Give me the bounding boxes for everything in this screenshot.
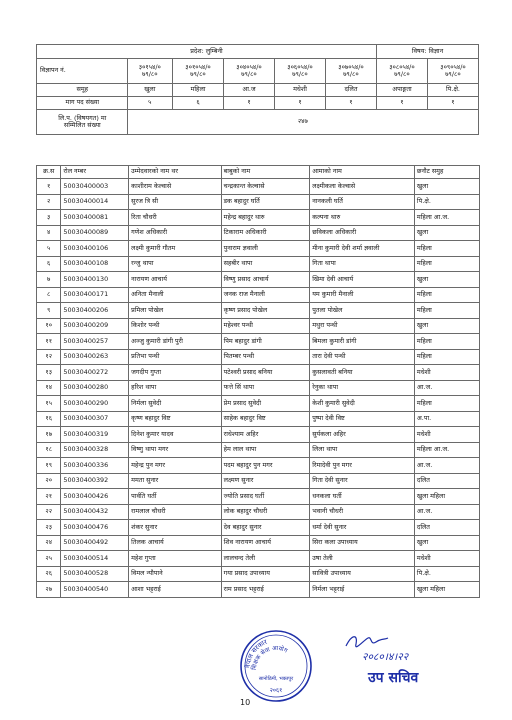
row-mother-name: गिता थापा (310, 256, 415, 272)
row-father-name: सहबीर थापा (221, 256, 310, 272)
row-roll-number: 50030400106 (61, 241, 129, 257)
row-serial: २४ (37, 535, 61, 551)
group-cell: खुला (127, 84, 172, 97)
table-row (37, 535, 480, 551)
row-father-name: देव बहादुर सुनार (221, 520, 310, 536)
row-serial: ६ (37, 256, 61, 272)
row-father-name: पितम्बर पन्थी (221, 349, 310, 365)
group-label: समूह (37, 84, 128, 97)
header-name: उम्मेदवारको नाम थर (129, 166, 221, 179)
row-father-name: कृष्ण प्रसाद पोखेल (221, 303, 310, 319)
row-serial: २१ (37, 489, 61, 505)
group-cell: पि.क्षे. (427, 84, 478, 97)
row-mother-name: बिमला कुमारी डांगी (310, 334, 415, 350)
row-father-name: ज्योति प्रसाद घर्ती (221, 489, 310, 505)
ad-number-cell (325, 59, 376, 84)
row-serial: १२ (37, 349, 61, 365)
row-roll-number: 50030400540 (61, 582, 129, 598)
group-row (37, 84, 479, 97)
row-mother-name: पुष्पा देवी विष्ट (310, 411, 415, 427)
row-roll-number: 50030400003 (61, 179, 129, 195)
row-group: खुला (414, 535, 479, 551)
row-serial: ९ (37, 303, 61, 319)
row-roll-number: 50030400492 (61, 535, 129, 551)
row-mother-name: खिमा देवी आचार्य (310, 272, 415, 288)
row-mother-name: तारा देवी पन्थी (310, 349, 415, 365)
row-roll-number: 50030400319 (61, 427, 129, 443)
row-serial: १९ (37, 458, 61, 474)
row-serial: १८ (37, 442, 61, 458)
row-serial: १३ (37, 365, 61, 381)
row-group: महिला (414, 287, 479, 303)
table-row (37, 551, 480, 567)
exam-count-label-line1: लि.प. (विषयगत) मा (58, 113, 107, 122)
row-serial: २७ (37, 582, 61, 598)
table-row (37, 566, 480, 582)
row-father-name: पुनाराम ज्ञवाली (221, 241, 310, 257)
table-row (37, 241, 480, 257)
row-candidate-name: काशीराम केल्वासे (129, 179, 221, 195)
table-row (37, 303, 480, 319)
table-row (37, 380, 480, 396)
row-roll-number: 50030400089 (61, 225, 129, 241)
ad-number-line2: ७९/८० (241, 70, 257, 78)
row-candidate-name: शंकर सुनार (129, 520, 221, 536)
row-candidate-name: तिलक आचार्य (129, 535, 221, 551)
row-roll-number: 50030400171 (61, 287, 129, 303)
row-father-name: पिम बहादुर डांगी (221, 334, 310, 350)
group-cell: दलित (325, 84, 376, 97)
table-row (37, 442, 480, 458)
row-candidate-name: किशोर पन्थी (129, 318, 221, 334)
vacancy-summary-table (36, 44, 479, 135)
table-row (37, 194, 480, 210)
row-candidate-name: नारायण आचार्य (129, 272, 221, 288)
row-roll-number: 50030400307 (61, 411, 129, 427)
row-father-name: विष्णु प्रसाद आचार्य (221, 272, 310, 288)
row-mother-name: नानकली घर्ति (310, 194, 415, 210)
row-mother-name: छविकला अधिकारी (310, 225, 415, 241)
row-serial: ४ (37, 225, 61, 241)
row-group: महिला (414, 303, 479, 319)
row-mother-name: पुतला पोखेल (310, 303, 415, 319)
row-group: आ.ज. (414, 380, 479, 396)
row-group: दलित (414, 473, 479, 489)
row-group: खुला (414, 318, 479, 334)
row-serial: २ (37, 194, 61, 210)
seal-year: २०६१ (269, 687, 283, 694)
ad-number-line2: ७९/८० (142, 70, 158, 78)
ad-number-line1: ३०१५४/० (138, 62, 161, 71)
table-row (37, 349, 480, 365)
row-roll-number: 50030400272 (61, 365, 129, 381)
row-candidate-name: विमल न्यौपाने (129, 566, 221, 582)
row-mother-name: उषा तेली (310, 551, 415, 567)
table-row (37, 318, 480, 334)
row-group: आ.ज. (414, 504, 479, 520)
row-group: आ.ज. (414, 458, 479, 474)
row-serial: २५ (37, 551, 61, 567)
row-roll-number: 50030400528 (61, 566, 129, 582)
ad-number-line1: ३०६०५४/० (287, 62, 313, 71)
row-serial: २० (37, 473, 61, 489)
signature-title: उप सचिव (368, 670, 419, 686)
row-roll-number: 50030400514 (61, 551, 129, 567)
row-group: दलित (414, 520, 479, 536)
table-row (37, 272, 480, 288)
ad-number-cell (127, 59, 172, 84)
row-candidate-name: रन्जु थापा (129, 256, 221, 272)
group-cell: आ.ज (224, 84, 275, 97)
row-group: महिला (414, 256, 479, 272)
ad-number-line2: ७९/८० (343, 70, 359, 78)
row-roll-number: 50030400108 (61, 256, 129, 272)
row-candidate-name: कृष्ण बहादुर विष्ट (129, 411, 221, 427)
table-row (37, 179, 480, 195)
posts-cell: १ (224, 97, 275, 110)
row-mother-name: यम कुमारी मैनाली (310, 287, 415, 303)
row-candidate-name: पार्वति घर्ती (129, 489, 221, 505)
row-serial: १ (37, 179, 61, 195)
row-candidate-name: निर्मला सुवेदी (129, 396, 221, 412)
header-mother: आमाको नाम (310, 166, 415, 179)
candidates-header-row (37, 166, 480, 179)
row-serial: ११ (37, 334, 61, 350)
row-mother-name: मीना कुमारी देवी शर्मा ज्ञवाली (310, 241, 415, 257)
row-father-name: पदम बहादुर पुन मगर (221, 458, 310, 474)
row-group: खुला (414, 225, 479, 241)
row-candidate-name: दिनेश कुमार यादव (129, 427, 221, 443)
row-roll-number: 50030400209 (61, 318, 129, 334)
table-row (37, 396, 480, 412)
table-row (37, 365, 480, 381)
row-father-name: शिव नारायण आचार्य (221, 535, 310, 551)
row-group: पि.क्षे. (414, 566, 479, 582)
row-roll-number: 50030400263 (61, 349, 129, 365)
row-group: खुला (414, 179, 479, 195)
row-serial: २३ (37, 520, 61, 536)
header-roll: रोल नम्बर (61, 166, 129, 179)
row-father-name: प्रेम प्रसाद सुवेदी (221, 396, 310, 412)
page-number: 10 (240, 698, 251, 707)
row-group: मधेशी (414, 551, 479, 567)
row-candidate-name: हरिश थापा (129, 380, 221, 396)
row-candidate-name: लक्ष्मी कुमारी गौतम (129, 241, 221, 257)
row-serial: २२ (37, 504, 61, 520)
row-candidate-name: जगदीप गुप्ता (129, 365, 221, 381)
row-group: महिला आ.ज. (414, 210, 479, 226)
row-roll-number: 50030400290 (61, 396, 129, 412)
row-mother-name: गिता देवी सुनार (310, 473, 415, 489)
row-roll-number: 50030400206 (61, 303, 129, 319)
ad-number-line2: ७९/८० (445, 70, 461, 78)
row-father-name: लक्ष्मण सुनार (221, 473, 310, 489)
table-row (37, 256, 480, 272)
table-row (37, 582, 480, 598)
exam-count-value: २४७ (127, 110, 478, 135)
ad-number-label: विज्ञापन नं. (37, 59, 128, 84)
ad-number-line1: ३०१०५४/० (185, 62, 211, 71)
row-mother-name: भवानी चौधरी (310, 504, 415, 520)
posts-cell: १ (376, 97, 427, 110)
posts-row (37, 97, 479, 110)
row-father-name: टिकाराम अधिकारी (221, 225, 310, 241)
row-mother-name: केशी कुमारी सुवेदी (310, 396, 415, 412)
row-roll-number: 50030400392 (61, 473, 129, 489)
row-mother-name: रिमादेवी पुन मगर (310, 458, 415, 474)
group-cell: महिला (173, 84, 224, 97)
row-roll-number: 50030400336 (61, 458, 129, 474)
row-father-name: गया प्रसाद उपाध्याय (221, 566, 310, 582)
row-father-name: राम प्रसाद भट्टराई (221, 582, 310, 598)
candidates-table (36, 165, 480, 598)
row-roll-number: 50030400280 (61, 380, 129, 396)
posts-cell: ५ (127, 97, 172, 110)
header-serial: क्र.स (37, 166, 61, 179)
table-row (37, 334, 480, 350)
row-group: महिला आ.ज. (414, 442, 479, 458)
row-group: महिला (414, 334, 479, 350)
row-candidate-name: रिता चौधरी (129, 210, 221, 226)
row-mother-name: धर्मा देवी सुनार (310, 520, 415, 536)
row-group: अ.पा. (414, 411, 479, 427)
row-father-name: साहेक बहादुर विष्ट (221, 411, 310, 427)
ad-number-cell (427, 59, 478, 84)
table-row (37, 210, 480, 226)
row-serial: १७ (37, 427, 61, 443)
row-father-name: महेश्वर पन्थी (221, 318, 310, 334)
ad-number-line2: ७९/८० (292, 70, 308, 78)
ad-number-line1: ३०९०५४/० (440, 62, 466, 71)
signature-date: २०८०।४।२२ (362, 651, 409, 663)
ad-number-cell (224, 59, 275, 84)
row-father-name: चन्द्रकान्त केल्वासे (221, 179, 310, 195)
row-serial: १६ (37, 411, 61, 427)
posts-cell: १ (325, 97, 376, 110)
row-roll-number: 50030400014 (61, 194, 129, 210)
row-group: पि.क्षे. (414, 194, 479, 210)
row-father-name: राधेश्याम अहिर (221, 427, 310, 443)
table-row (37, 411, 480, 427)
row-group: महिला (414, 241, 479, 257)
row-candidate-name: महेन्द्र पुन मगर (129, 458, 221, 474)
row-mother-name: लक्ष्मीकला केल्वासे (310, 179, 415, 195)
table-row (37, 520, 480, 536)
exam-count-label-line2: सम्मिलित संख्या (63, 121, 101, 129)
ad-number-line1: ३०७०५४/० (338, 62, 364, 71)
row-father-name: लोक बहादुर चौधरी (221, 504, 310, 520)
row-serial: २६ (37, 566, 61, 582)
ad-number-cell (173, 59, 224, 84)
row-serial: ५ (37, 241, 61, 257)
table-row (37, 473, 480, 489)
row-group: खुला महिला (414, 582, 479, 598)
row-candidate-name: रामलाल चौधरी (129, 504, 221, 520)
row-candidate-name: महेश गुप्ता (129, 551, 221, 567)
row-roll-number: 50030400130 (61, 272, 129, 288)
posts-label: माग पद संख्या (37, 97, 128, 110)
province-label: प्रदेश: लुम्बिनी (37, 45, 377, 59)
row-candidate-name: गणेश अधिकारी (129, 225, 221, 241)
ad-number-line2: ७९/८० (190, 70, 206, 78)
row-roll-number: 50030400328 (61, 442, 129, 458)
row-mother-name: मथुरा पन्थी (310, 318, 415, 334)
seal-text-mid: शिक्षक सेवा आयोग (250, 644, 289, 671)
row-father-name: डक बहादुर घर्ति (221, 194, 310, 210)
official-seal (238, 628, 314, 704)
row-mother-name: निर्मला भट्टराई (310, 582, 415, 598)
row-roll-number: 50030400476 (61, 520, 129, 536)
row-mother-name: सुर्यकला अहिर (310, 427, 415, 443)
row-mother-name: कुसलावती बनिया (310, 365, 415, 381)
row-candidate-name: सुरज त्रि सी (129, 194, 221, 210)
row-group: खुला महिला (414, 489, 479, 505)
row-candidate-name: प्रतिभा पन्थी (129, 349, 221, 365)
ad-number-cell (376, 59, 427, 84)
group-cell: मधेशी (274, 84, 325, 97)
row-group: महिला (414, 349, 479, 365)
subject-label: विषय: विज्ञान (376, 45, 478, 59)
row-serial: ७ (37, 272, 61, 288)
table-row (37, 287, 480, 303)
row-candidate-name: प्रमिला पोखेल (129, 303, 221, 319)
ad-number-line1: ३०४०५४/० (236, 62, 262, 71)
row-father-name: फत्ते सिं थापा (221, 380, 310, 396)
row-father-name: पटेश्वरी प्रसाद बनिया (221, 365, 310, 381)
row-serial: ३ (37, 210, 61, 226)
row-group: मधेशी (414, 365, 479, 381)
row-mother-name: लिला थापा (310, 442, 415, 458)
ad-number-cell (274, 59, 325, 84)
row-serial: १५ (37, 396, 61, 412)
row-candidate-name: ममता सुनार (129, 473, 221, 489)
row-roll-number: 50030400257 (61, 334, 129, 350)
table-row (37, 504, 480, 520)
posts-cell: १ (427, 97, 478, 110)
row-mother-name: सिरा कला उपाध्याय (310, 535, 415, 551)
seal-text-bottom: सानोठिमी, भक्तपुर (258, 676, 294, 682)
group-cell: अपाङ्गता (376, 84, 427, 97)
row-group: मधेशी (414, 427, 479, 443)
row-father-name: महेन्द्र बहादुर थारु (221, 210, 310, 226)
row-candidate-name: विष्णु थापा मगर (129, 442, 221, 458)
table-row (37, 489, 480, 505)
table-row (37, 427, 480, 443)
row-group: खुला (414, 272, 479, 288)
ad-number-line2: ७९/८० (394, 70, 410, 78)
header-father: बाबुको नाम (221, 166, 310, 179)
posts-cell: १ (274, 97, 325, 110)
row-roll-number: 50030400426 (61, 489, 129, 505)
row-serial: ८ (37, 287, 61, 303)
posts-cell: ६ (173, 97, 224, 110)
row-mother-name: रेनुका थापा (310, 380, 415, 396)
row-serial: १४ (37, 380, 61, 396)
table-row (37, 225, 480, 241)
ad-number-row (37, 59, 479, 84)
row-father-name: जनक राज मैनाली (221, 287, 310, 303)
row-roll-number: 50030400081 (61, 210, 129, 226)
row-mother-name: सावित्री उपाध्याय (310, 566, 415, 582)
table-row (37, 458, 480, 474)
row-father-name: हेम लाल थापा (221, 442, 310, 458)
row-father-name: लालचन्द तेली (221, 551, 310, 567)
exam-count-label (37, 110, 128, 135)
ad-number-line1: ३०८०५४/० (389, 62, 415, 71)
row-candidate-name: अञ्जु कुमारी डांगी पुरी (129, 334, 221, 350)
row-mother-name: धनकला घर्ती (310, 489, 415, 505)
row-group: महिला (414, 396, 479, 412)
seal-text-top: नेपाल सरकार (243, 637, 269, 669)
header-group: छनौट समुह (414, 166, 479, 179)
row-roll-number: 50030400432 (61, 504, 129, 520)
row-mother-name: कल्पना थारु (310, 210, 415, 226)
row-candidate-name: अनिता मैनाली (129, 287, 221, 303)
row-candidate-name: आशा भट्टराई (129, 582, 221, 598)
row-serial: १० (37, 318, 61, 334)
